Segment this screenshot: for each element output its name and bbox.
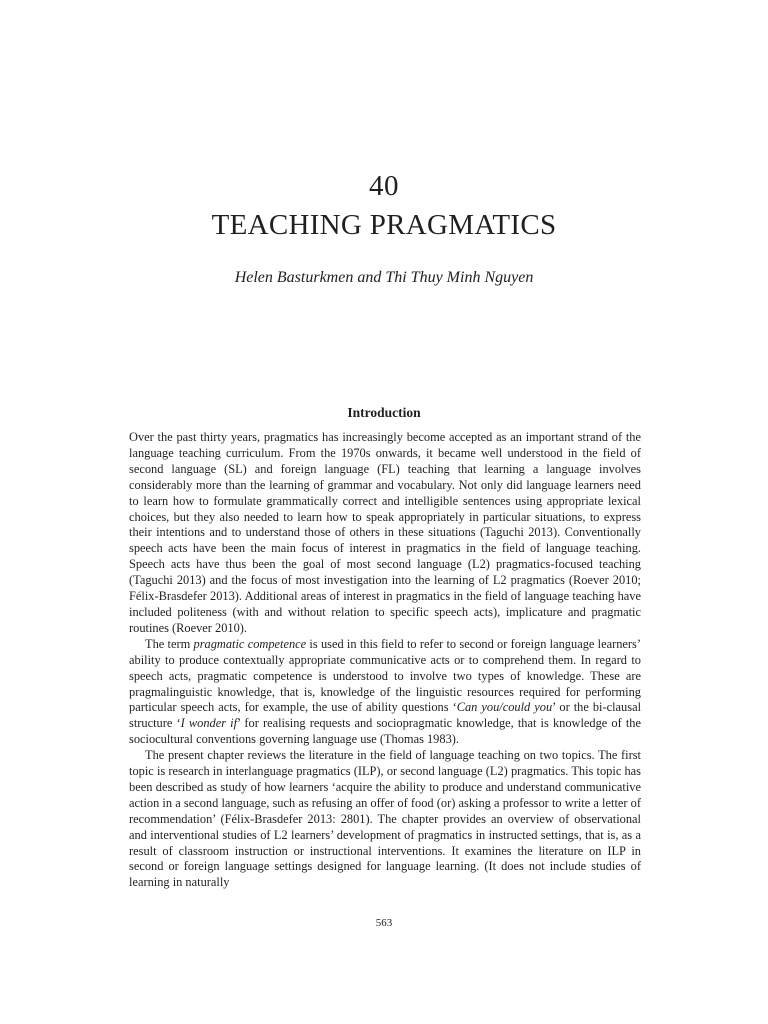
paragraph-1: Over the past thirty years, pragmatics has increasingly become accepted as an important strand of the language teaching curriculum. From the 1970s onwards, it became well understood in the field of second language (SL) and foreign language (FL) teaching that learning a language involves considerably more than the learning of grammar and vocabulary. Not only did language learners need to learn how to formulate grammatically correct and intelligible sentences using appropriate lexical choices, but they also needed to learn how to speak appropriately in particular situations, to express their intentions and to understand those of others in these situations (Taguchi 2013). Conventionally speech acts have been the main focus of interest in pragmatics in the field of language teaching. Speech acts have thus been the goal of most second language (L2) pragmatics-focused teaching (Taguchi 2013) and the focus of most investigation into the learning of L2 pragmatics (Roever 2010; Félix-Brasdefer 2013). Additional areas of interest in pragmatics in the field of language teaching have included politeness (with and without relation to specific speech acts), implicature and pragmatic routines (Roever 2010).	[129, 430, 641, 635]
example-can-you-could-you: Can you/could you	[456, 700, 553, 715]
paragraph-2	[129, 637, 641, 748]
chapter-number: 40	[369, 170, 399, 202]
page-number: 563	[375, 917, 393, 929]
paragraph-2-part-d: ’ for realising requests and sociopragmatic knowledge, that is knowledge of the sociocultural conventions governing language use (Thomas 1983).	[129, 716, 642, 747]
chapter-title: TEACHING PRAGMATICS	[211, 209, 557, 241]
section-heading: Introduction	[347, 405, 421, 420]
paragraph-2-part-b: is used in this field to refer to second or foreign language learners’ ability to produce contextually appropriate communicative acts or to comprehend them. In regard to speech acts, pragmatic competence is understood to involve two types of knowledge. These are pragmalinguistic knowledge, that is, knowledge of the linguistic resources required for performing particular speech acts, for example, the use of ability questions ‘	[129, 636, 641, 715]
paragraph-2-part-c: ’ or the bi-clausal structure ‘	[129, 700, 642, 731]
paragraph-3: The present chapter reviews the literature in the field of language teaching on two topics. The first topic is research in interlanguage pragmatics (ILP), or second language (L2) pragmatics. This topic has been described as study of how learners ‘acquire the ability to produce and understand communicative action in a second language, such as refusing an offer of food (or) asking a professor to write a letter of recommendation’ (Félix-Brasdefer 2013: 2801). The chapter provides an overview of observational and interventional studies of L2 learners’ development of pragmatics in instructed settings, that is, as a result of classroom instruction or instructional interventions. It examines the literature on ILP in second or foreign language settings designed for language learning. (It does not include studies of learning in naturally	[129, 748, 641, 890]
term-pragmatic-competence: pragmatic competence	[193, 636, 307, 651]
chapter-authors: Helen Basturkmen and Thi Thuy Minh Nguyen	[234, 269, 534, 286]
example-i-wonder-if: I wonder if	[180, 716, 238, 731]
body-text	[129, 430, 641, 891]
paragraph-2-part-a: The term	[145, 636, 194, 651]
